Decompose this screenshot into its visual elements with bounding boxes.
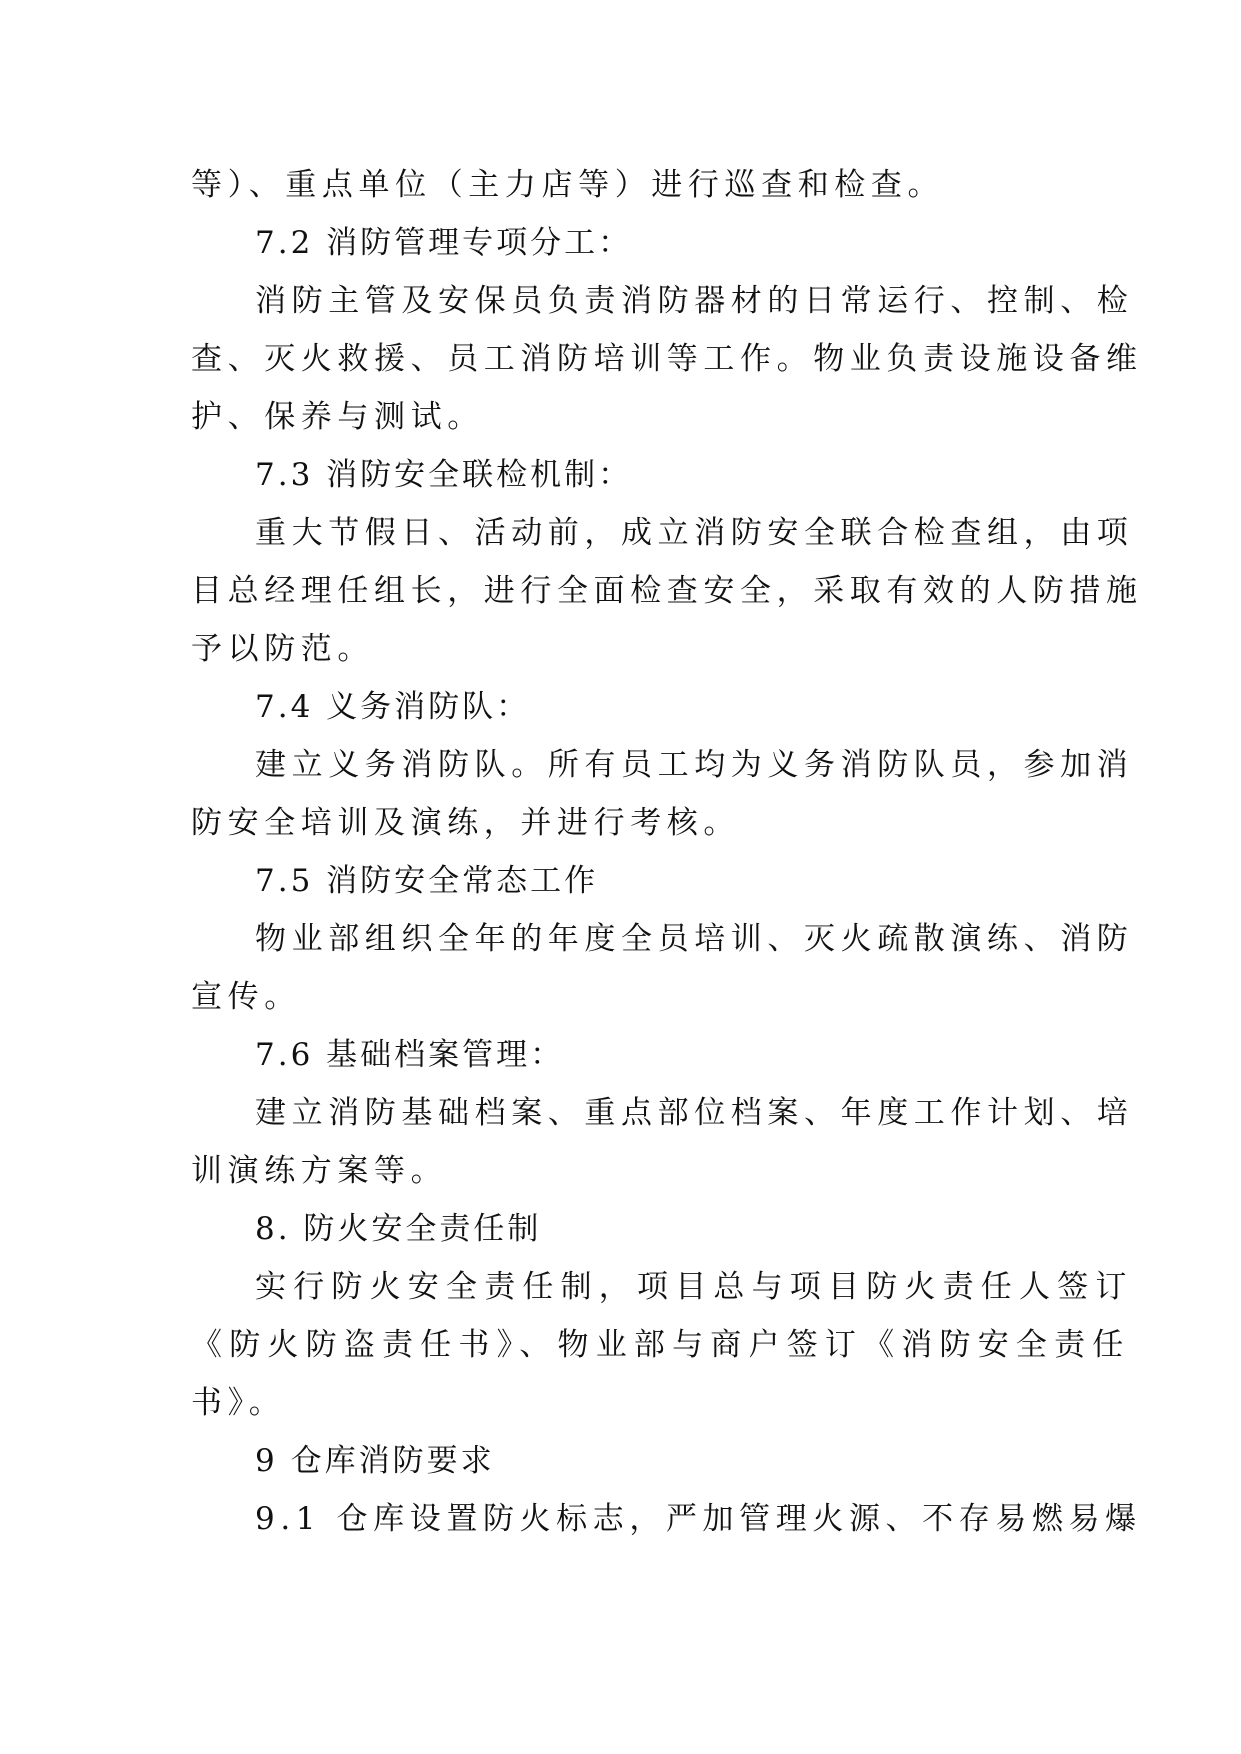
paragraph-line: 书》。 [191,1385,286,1421]
paragraph-line: 9.1 仓库设置防火标志，严加管理火源、不存易燃易爆 [255,1501,1142,1537]
paragraph-line: 实行防火安全责任制，项目总与项目防火责任人签订 [255,1269,1134,1305]
paragraph-line: 物业部组织全年的年度全员培训、灭火疏散演练、消防 [255,921,1134,957]
paragraph-line: 目总经理任组长，进行全面检查安全，采取有效的人防措施 [191,573,1143,609]
section-heading-7-3: 7.3 消防安全联检机制： [255,457,633,493]
paragraph-line: 训演练方案等。 [191,1153,448,1189]
section-heading-8: 8. 防火安全责任制 [255,1211,542,1247]
paragraph-line: 建立义务消防队。所有员工均为义务消防队员，参加消 [255,747,1134,783]
section-heading-7-2: 7.2 消防管理专项分工： [255,225,633,261]
paragraph-line: 《防火防盗责任书》、物业部与商户签订《消防安全责任 [191,1327,1131,1363]
section-heading-7-6: 7.6 基础档案管理： [255,1037,565,1073]
paragraph-line: 查、灭火救援、员工消防培训等工作。物业负责设施设备维 [191,341,1143,377]
section-heading-7-5: 7.5 消防安全常态工作 [255,863,599,899]
paragraph-line: 消防主管及安保员负责消防器材的日常运行、控制、检 [255,283,1134,319]
paragraph-line: 宣传。 [191,979,301,1015]
section-heading-7-4: 7.4 义务消防队： [255,689,531,725]
paragraph-line: 护、保养与测试。 [191,399,484,435]
paragraph-line: 予以防范。 [191,631,374,667]
paragraph-line: 建立消防基础档案、重点部位档案、年度工作计划、培 [255,1095,1134,1131]
paragraph-line: 重大节假日、活动前，成立消防安全联合检查组，由项 [255,515,1134,551]
paragraph-line: 防安全培训及演练，并进行考核。 [191,805,740,841]
section-heading-9: 9 仓库消防要求 [255,1443,495,1479]
text-line: 等）、重点单位（主力店等）进行巡查和检查。 [191,167,945,203]
